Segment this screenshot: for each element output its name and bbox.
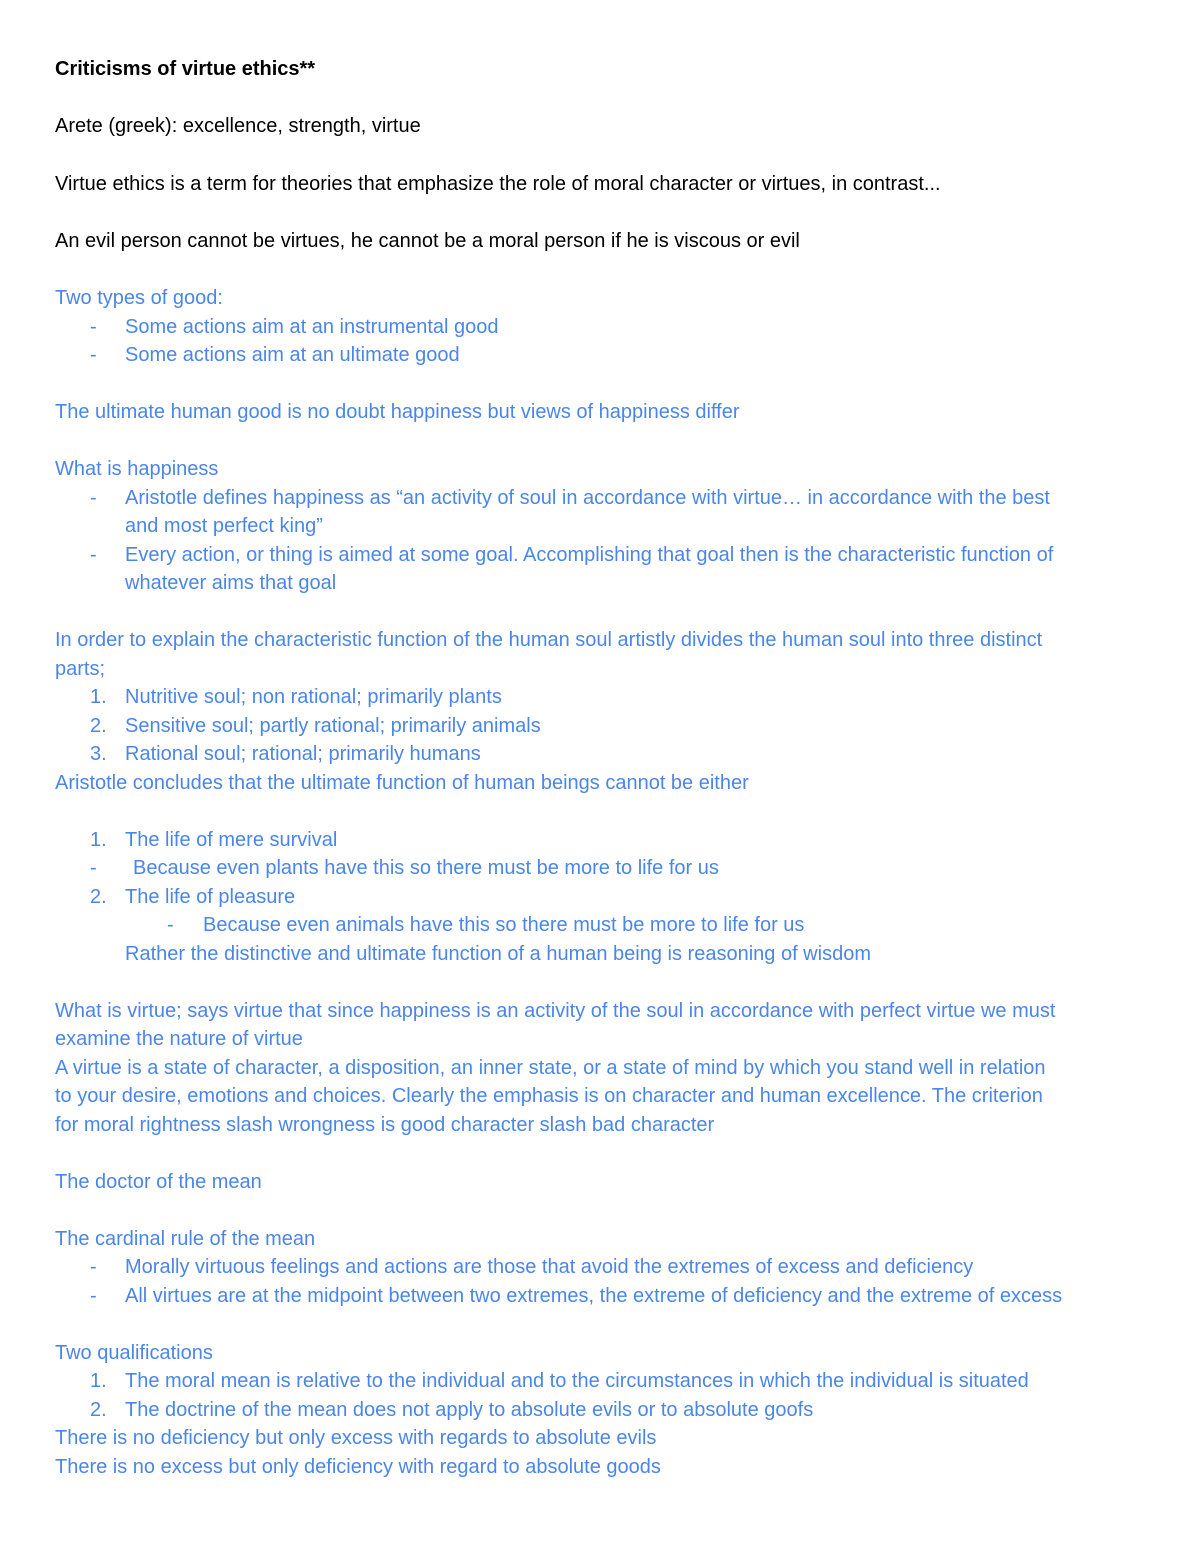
list-dash: -	[90, 344, 97, 366]
list-item: Morally virtuous feelings and actions are those that avoid the extremes of excess and deficiency	[125, 1256, 974, 1278]
list-number: 1.	[90, 1370, 107, 1392]
happiness-heading: What is happiness	[55, 458, 219, 480]
soul-intro-continuation: parts;	[55, 658, 106, 680]
ultimate-good-statement: The ultimate human good is no doubt happiness but views of happiness differ	[55, 401, 740, 423]
list-item-continuation: and most perfect king”	[125, 515, 323, 537]
list-item: Sensitive soul; partly rational; primarily animals	[125, 715, 541, 737]
list-number: 1.	[90, 829, 107, 851]
virtue-paragraph: examine the nature of virtue	[55, 1028, 303, 1050]
list-item: Rational soul; rational; primarily humans	[125, 743, 481, 765]
qualifications-heading: Two qualifications	[55, 1342, 213, 1364]
list-dash: -	[90, 487, 97, 509]
document-title: Criticisms of virtue ethics**	[55, 58, 316, 80]
list-number: 2.	[90, 886, 107, 908]
list-item: Some actions aim at an ultimate good	[125, 344, 460, 366]
absolute-goods-statement: There is no excess but only deficiency with regard to absolute goods	[55, 1456, 661, 1478]
list-item: All virtues are at the midpoint between two extremes, the extreme of deficiency and the extreme of excess	[125, 1285, 1063, 1307]
list-item: Nutritive soul; non rational; primarily plants	[125, 686, 502, 708]
list-item: The doctrine of the mean does not apply to absolute evils or to absolute goofs	[125, 1399, 814, 1421]
list-number: 3.	[90, 743, 107, 765]
list-item: The moral mean is relative to the individual and to the circumstances in which the individual is situated	[125, 1370, 1029, 1392]
list-number: 2.	[90, 715, 107, 737]
list-number: 2.	[90, 1399, 107, 1421]
list-item: The life of mere survival	[125, 829, 338, 851]
soul-conclusion: Aristotle concludes that the ultimate function of human beings cannot be either	[55, 772, 749, 794]
list-item: Every action, or thing is aimed at some goal. Accomplishing that goal then is the characteristic function of	[125, 544, 1054, 566]
list-item-continuation: whatever aims that goal	[125, 572, 337, 594]
evil-person-statement: An evil person cannot be virtues, he cannot be a moral person if he is viscous or evil	[55, 230, 800, 252]
list-item: Because even plants have this so there must be more to life for us	[133, 857, 719, 879]
list-dash: -	[90, 857, 97, 879]
two-types-heading: Two types of good:	[55, 287, 223, 309]
list-dash: -	[90, 1256, 97, 1278]
rather-statement: Rather the distinctive and ultimate function of a human being is reasoning of wisdom	[125, 943, 871, 965]
list-item: The life of pleasure	[125, 886, 296, 908]
list-item: Aristotle defines happiness as “an activity of soul in accordance with virtue… in accordance with the best	[125, 487, 1050, 509]
list-dash: -	[90, 316, 97, 338]
virtue-paragraph: What is virtue; says virtue that since happiness is an activity of the soul in accordance with perfect virtue we must	[55, 1000, 1056, 1022]
list-dash: -	[90, 544, 97, 566]
doctor-of-mean: The doctor of the mean	[55, 1171, 262, 1193]
virtue-paragraph: A virtue is a state of character, a disposition, an inner state, or a state of mind by which you stand well in relation	[55, 1057, 1046, 1079]
virtue-paragraph: for moral rightness slash wrongness is good character slash bad character	[55, 1114, 715, 1136]
list-item: Some actions aim at an instrumental good	[125, 316, 499, 338]
arete-definition: Arete (greek): excellence, strength, virtue	[55, 115, 421, 137]
list-dash: -	[90, 1285, 97, 1307]
soul-intro: In order to explain the characteristic function of the human soul artistly divides the human soul into three distinct	[55, 629, 1043, 651]
virtue-ethics-definition: Virtue ethics is a term for theories that emphasize the role of moral character or virtues, in contrast...	[55, 173, 941, 195]
absolute-evils-statement: There is no deficiency but only excess with regards to absolute evils	[55, 1427, 657, 1449]
list-item: Because even animals have this so there must be more to life for us	[203, 914, 805, 936]
cardinal-rule-heading: The cardinal rule of the mean	[55, 1228, 316, 1250]
virtue-paragraph: to your desire, emotions and choices. Clearly the emphasis is on character and human excellence. The criterion	[55, 1085, 1043, 1107]
list-number: 1.	[90, 686, 107, 708]
list-dash: -	[167, 914, 174, 936]
